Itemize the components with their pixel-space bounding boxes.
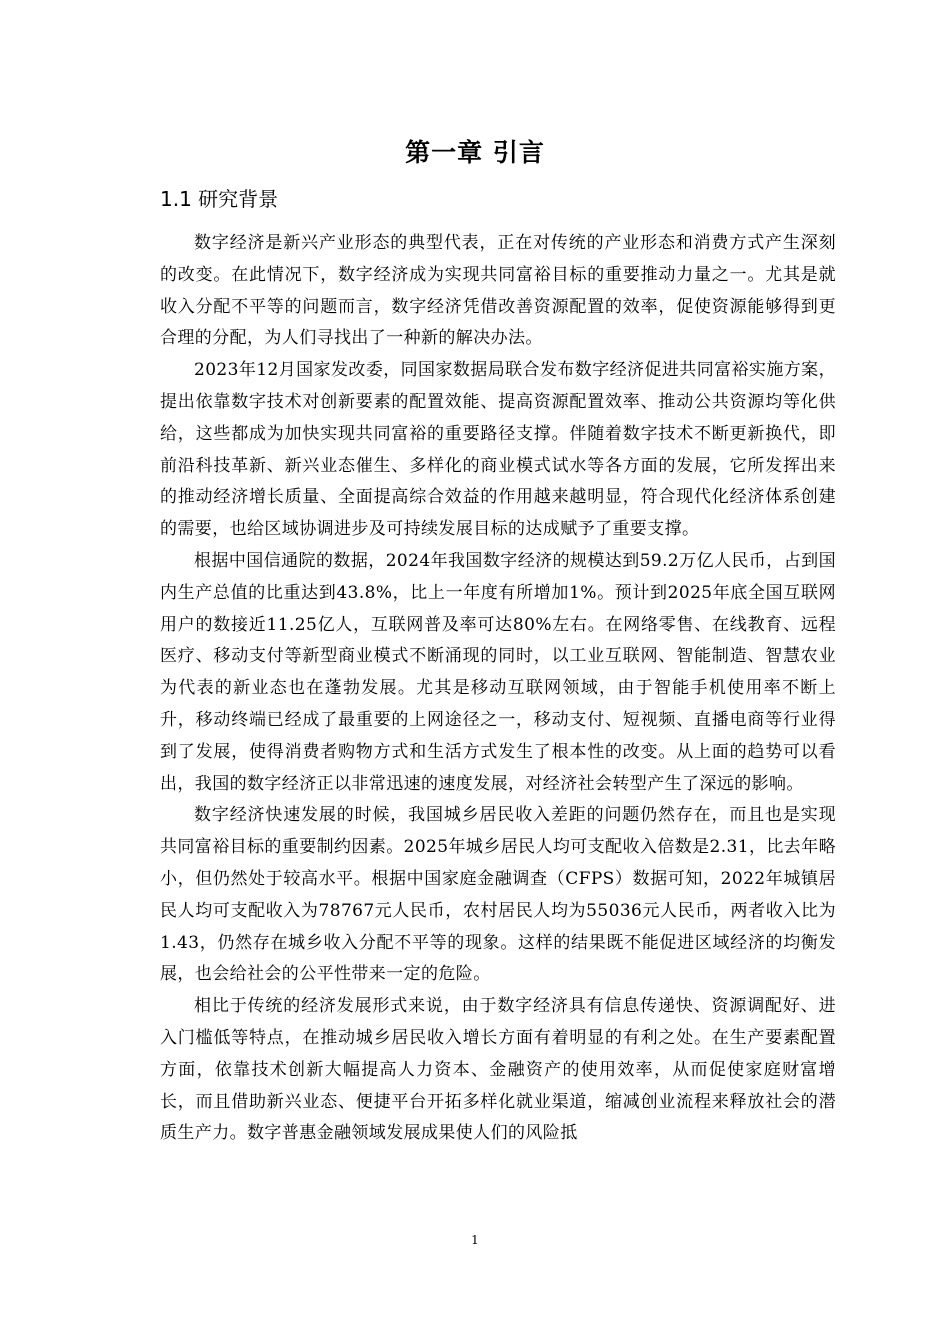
paragraph: 数字经济是新兴产业形态的典型代表，正在对传统的产业形态和消费方式产生深刻的改变。在此情况下，数字经济成为实现共同富裕目标的重要推动力量之一。尤其是就收入分配不平等的问题而言，数字经济凭借改善资源配置的效率，促使资源能够得到更合理的分配，为人们寻找出了一种新的解决办法。 — [160, 233, 836, 349]
paragraph: 2023年12月国家发改委，同国家数据局联合发布数字经济促进共同富裕实施方案，提出依靠数字技术对创新要素的配置效能、提高资源配置效率、推动公共资源均等化供给，这些都成为加快实现共同富裕的重要路径支撑。伴随着数字技术不断更新换代，即前沿科技革新、新兴业态催生、多样化的商业模式试水等各方面的发展，它所发挥出来的推动经济增长质量、全面提高综合效益的作用越来越明显，符合现代化经济体系创建的需要，也给区域协调进步及可持续发展目标的达成赋予了重要支撑。 — [160, 360, 836, 540]
paragraph: 数字经济快速发展的时候，我国城乡居民收入差距的问题仍然存在，而且也是实现共同富裕目标的重要制约因素。2025年城乡居民人均可支配收入倍数是2.31，比去年略小，但仍然处于较高水平。根据中国家庭金融调查（CFPS）数据可知，2022年城镇居民人均可支配收入为78767元人民币，农村居民人均为55036元人民币，两者收入比为1.43，仍然存在城乡收入分配不平等的现象。这样的结果既不能促进区域经济的均衡发展，也会给社会的公平性带来一定的危险。 — [160, 805, 836, 985]
chapter-title: 第一章 引言 — [405, 138, 545, 167]
paragraph: 相比于传统的经济发展形式来说，由于数字经济具有信息传递快、资源调配好、进入门槛低等特点，在推动城乡居民收入增长方面有着明显的有利之处。在生产要素配置方面，依靠技术创新大幅提高人力资本、金融资产的使用效率，从而促使家庭财富增长，而且借助新兴业态、便捷平台开拓多样化就业渠道，缩减创业流程来释放社会的潜质生产力。数字普惠金融领域发展成果使人们的风险抵 — [160, 996, 836, 1144]
body-text — [160, 228, 836, 1150]
paragraph: 根据中国信通院的数据，2024年我国数字经济的规模达到59.2万亿人民币，占到国内生产总值的比重达到43.8%，比上一年度有所增加1%。预计到2025年底全国互联网用户的数接近11.25亿人，互联网普及率可达80%左右。在网络零售、在线教育、远程医疗、移动支付等新型商业模式不断涌现的同时，以工业互联网、智能制造、智慧农业为代表的新业态也在蓬勃发展。尤其是移动互联网领域，由于智能手机使用率不断上升，移动终端已经成了最重要的上网途径之一，移动支付、短视频、直播电商等行业得到了发展，使得消费者购物方式和生活方式发生了根本性的改变。从上面的趋势可以看出，我国的数字经济正以非常迅速的速度发展，对经济社会转型产生了深远的影响。 — [160, 550, 836, 794]
section-heading: 1.1 研究背景 — [160, 187, 279, 211]
page-number: 1 — [471, 1233, 479, 1247]
